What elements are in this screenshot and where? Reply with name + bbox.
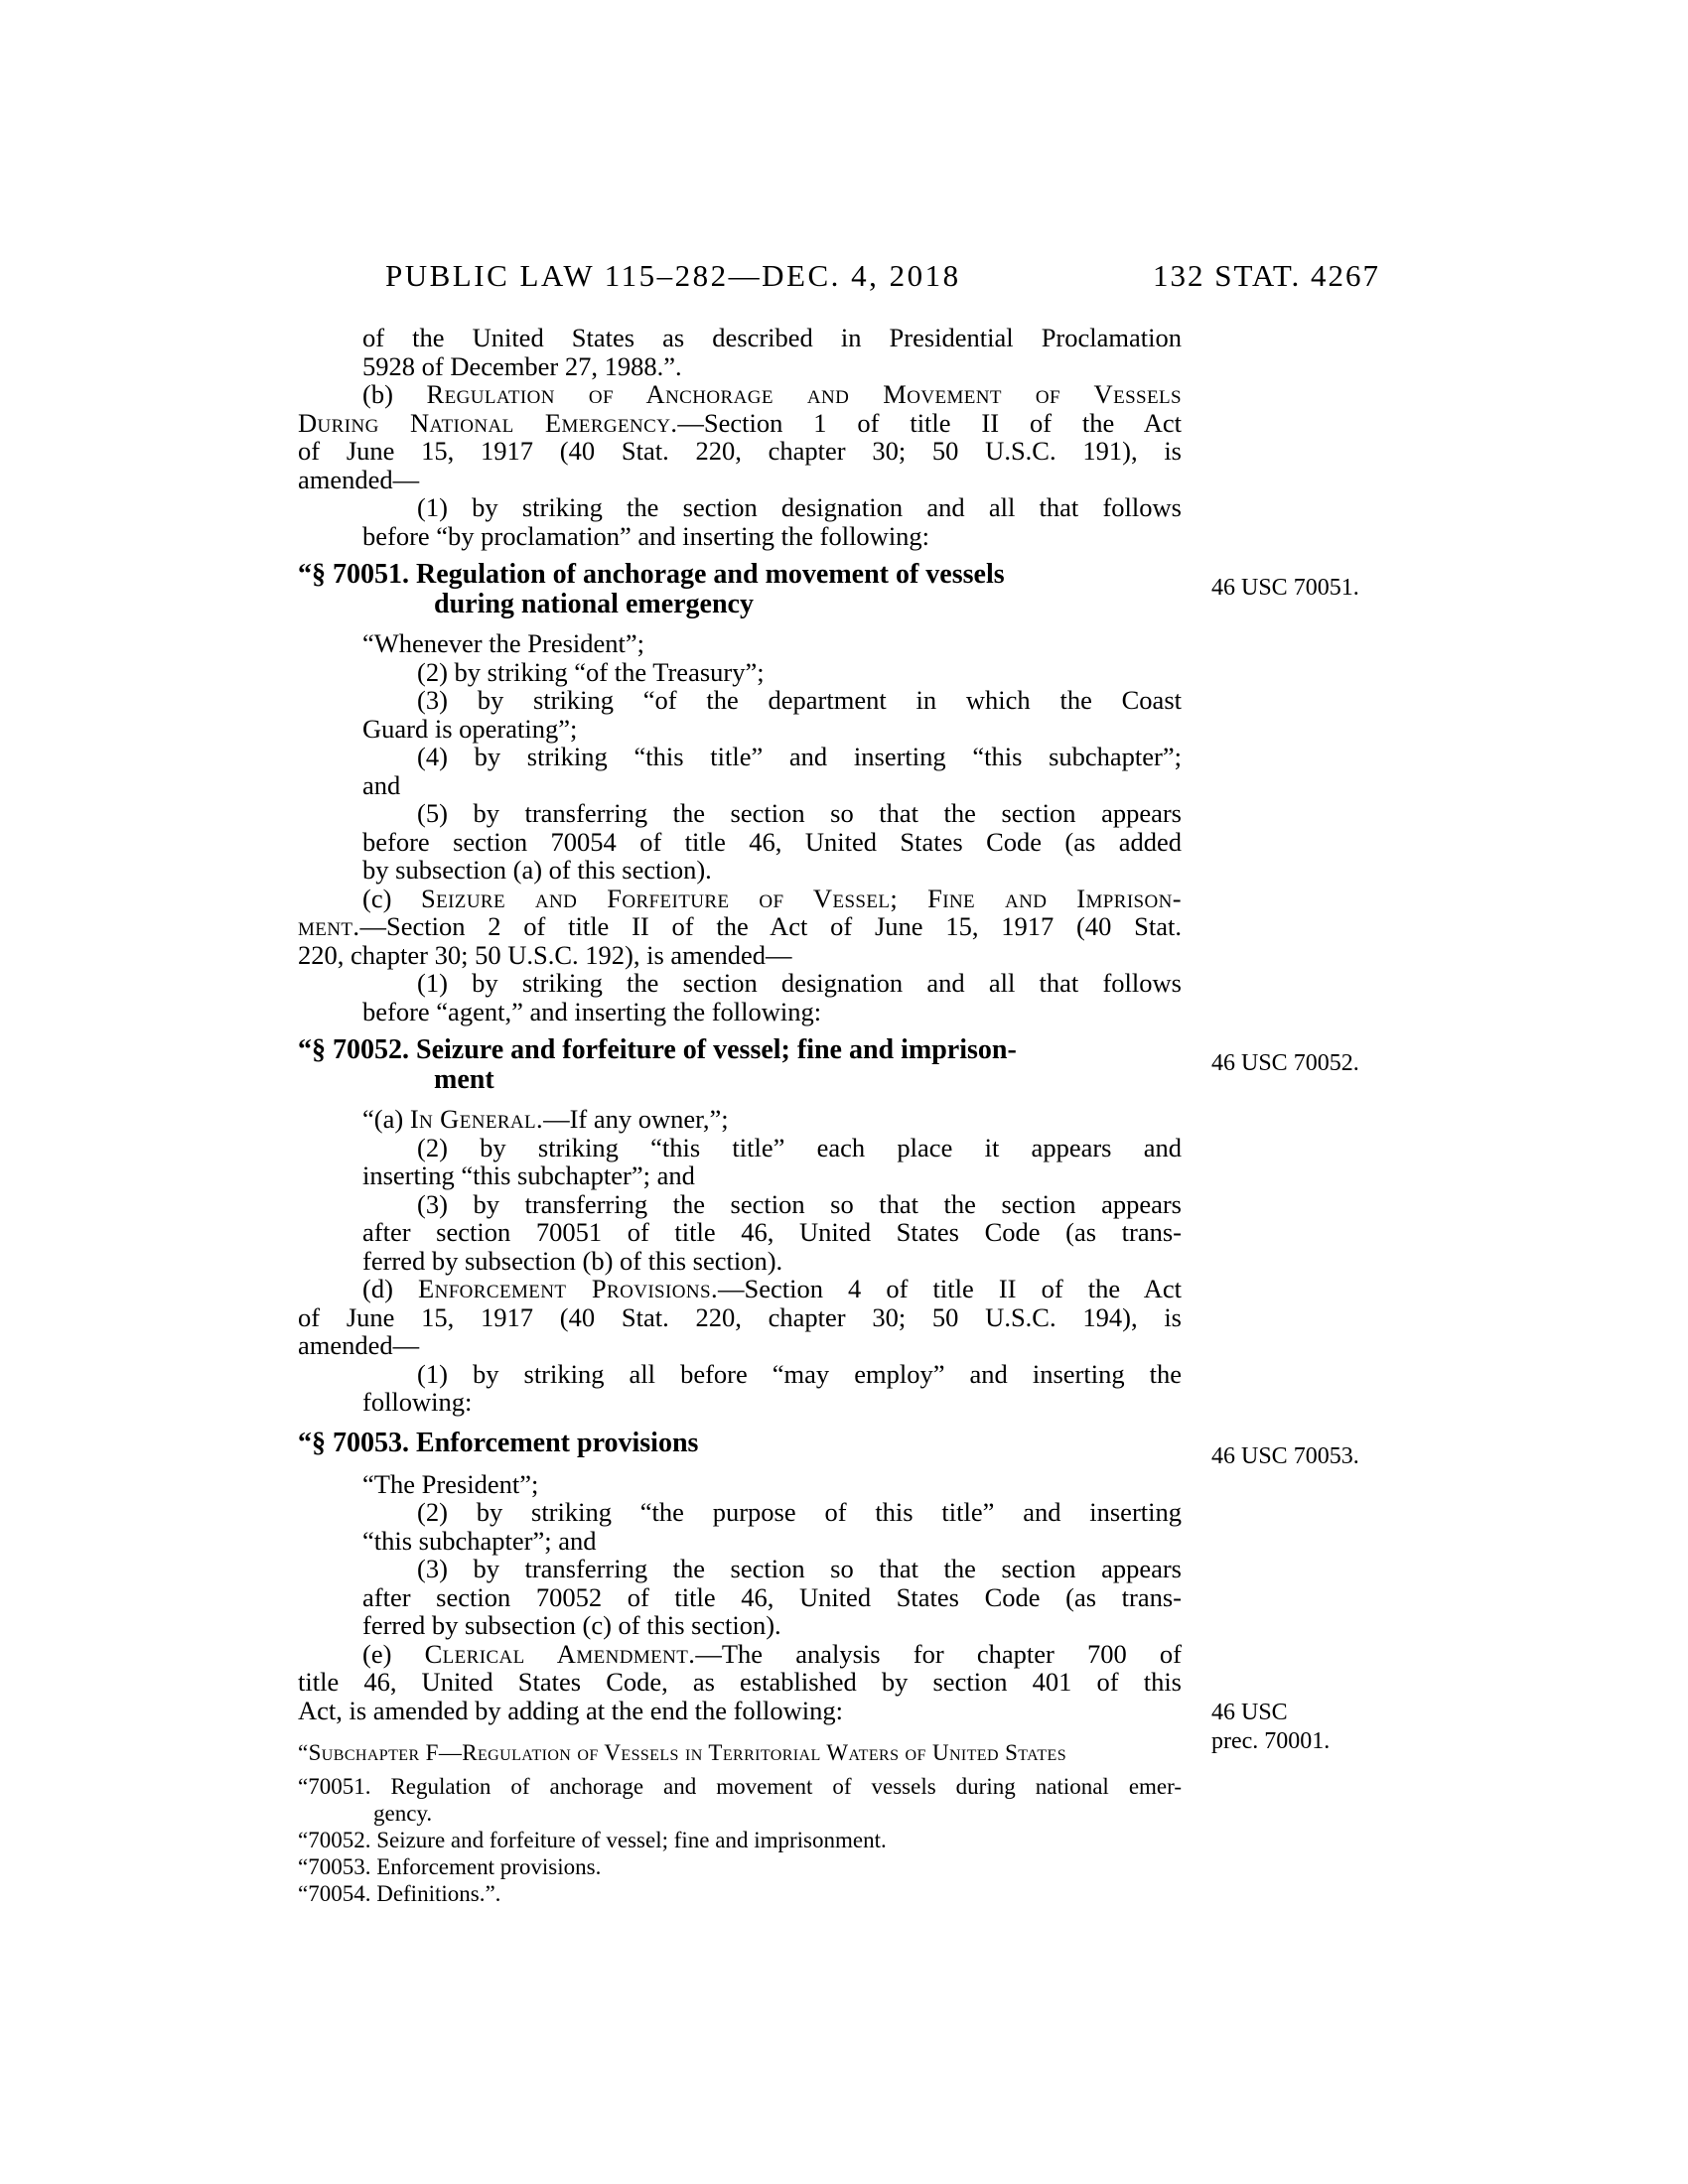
body-text-line [298, 912, 1182, 941]
text-segment: “this subchapter”; and [362, 1525, 597, 1556]
body-text-line [298, 466, 1182, 494]
margin-note-line: 46 USC [1211, 1699, 1288, 1725]
body-text-line [298, 1331, 1182, 1360]
text-segment: (e) [362, 1638, 425, 1669]
body-text-line [362, 1247, 1182, 1276]
analysis-entry-line [298, 1880, 1182, 1907]
text-segment: “The President”; [362, 1468, 539, 1499]
text-segment: of the United States as described in Presidential Proclamation [362, 323, 1182, 352]
body-text-line [362, 1640, 1182, 1669]
body-text-line [417, 686, 1182, 715]
body-text-line [362, 380, 1182, 409]
analysis-entry-line [298, 1773, 1182, 1800]
section-heading-line [298, 1034, 1359, 1076]
running-head-stat-number: 132 STAT. 4267 [1152, 258, 1380, 293]
section-heading-line [298, 1427, 1359, 1469]
body-text-line [298, 1668, 1182, 1697]
text-segment: (2) by striking “the purpose of this title” and inserting [417, 1497, 1182, 1527]
text-segment: “§ 70052. Seizure and forfeiture of vessel; fine and imprison- [298, 1034, 1017, 1065]
body-text-line [298, 941, 1182, 970]
body-text-line [362, 885, 1182, 913]
small-caps-text-segment: In General. [409, 1104, 544, 1134]
text-segment: before section 70054 of title 46, United States Code (as added [362, 826, 1182, 857]
text-segment: (3) by striking “of the department in which the Coast [417, 685, 1182, 715]
small-caps-text-segment: ment. [298, 911, 360, 941]
text-segment: and [362, 769, 401, 800]
text-segment: 5928 of December 27, 1988.”. [362, 350, 682, 381]
body-text-line [362, 1105, 1182, 1134]
text-segment: (b) [362, 379, 427, 409]
body-text-line [362, 522, 1182, 551]
small-caps-text-segment: Seizure and Forfeiture of Vessel; Fine and Imprison- [420, 883, 1182, 913]
text-segment: 220, chapter 30; 50 U.S.C. 192), is amended— [298, 939, 792, 970]
text-segment: following: [362, 1387, 473, 1417]
text-segment: —Section 2 of title II of the Act of June 15, 1917 (40 Stat. [359, 911, 1182, 941]
text-segment: amended— [298, 1330, 420, 1360]
document-body [298, 323, 1359, 1907]
text-segment: ment [434, 1064, 494, 1095]
text-segment: (2) by striking “of the Treasury”; [417, 656, 765, 687]
text-segment: —The analysis for chapter 700 of [695, 1638, 1182, 1669]
body-text-line [417, 1360, 1182, 1389]
text-segment: “70051. Regulation of anchorage and movement of vessels during national emer- [298, 1774, 1182, 1799]
body-text-line [417, 1190, 1182, 1219]
body-text-line [362, 1611, 1182, 1640]
body-text-line [362, 1527, 1182, 1556]
body-text-line [417, 1498, 1182, 1527]
text-segment: “§ 70053. Enforcement provisions [298, 1427, 699, 1458]
small-caps-text-segment: Regulation of Anchorage and Movement of Vessels [426, 379, 1182, 409]
body-text-line [362, 771, 1182, 800]
text-segment: (2) by striking “this title” each place it appears and [417, 1132, 1182, 1162]
small-caps-text-segment: Clerical Amendment. [424, 1638, 696, 1669]
body-text-line [298, 1303, 1182, 1332]
text-segment: “(a) [362, 1104, 410, 1134]
text-segment: during national emergency [434, 589, 754, 619]
body-text-line [362, 1388, 1182, 1417]
margin-note [1211, 1442, 1420, 1471]
body-text-line [362, 1470, 1182, 1499]
running-head-law-title: PUBLIC LAW 115–282—DEC. 4, 2018 [385, 258, 961, 293]
body-text-line [298, 409, 1182, 438]
body-text-line [417, 658, 1182, 687]
body-text-line [417, 493, 1182, 522]
text-segment: (c) [362, 883, 421, 913]
margin-note-line: 46 USC 70051. [1211, 575, 1359, 601]
body-text-line [362, 1583, 1182, 1612]
text-segment: Guard is operating”; [362, 713, 578, 744]
margin-note [1211, 1699, 1420, 1756]
text-segment: “§ 70051. Regulation of anchorage and movement of vessels [298, 559, 1005, 590]
small-caps-text-segment: “Subchapter F—Regulation of Vessels in Territorial Waters of United States [298, 1740, 1066, 1765]
small-caps-text-segment: Enforcement Provisions. [418, 1274, 718, 1303]
small-caps-text-segment: During National Emergency. [298, 407, 678, 438]
text-segment: “70052. Seizure and forfeiture of vessel; fine and imprisonment. [298, 1828, 887, 1852]
text-segment: Act, is amended by adding at the end the following: [298, 1695, 844, 1725]
section-heading-line [298, 559, 1359, 601]
margin-note [1211, 1049, 1420, 1078]
text-segment: (1) by striking the section designation and all that follows [417, 968, 1182, 998]
text-segment: gency. [373, 1801, 433, 1826]
text-segment: (1) by striking all before “may employ” and inserting the [417, 1358, 1182, 1389]
text-segment: “Whenever the President”; [362, 628, 645, 658]
body-text-line [362, 828, 1182, 857]
body-text-line [417, 799, 1182, 828]
body-text-line [417, 743, 1182, 771]
text-segment: (4) by striking “this title” and inserting “this subchapter”; [417, 742, 1182, 771]
margin-note-line: 46 USC 70053. [1211, 1442, 1359, 1469]
section-heading-line [434, 1065, 1182, 1095]
body-text-line [362, 352, 1182, 381]
text-segment: ferred by subsection (b) of this section). [362, 1245, 783, 1276]
text-segment: of June 15, 1917 (40 Stat. 220, chapter 30; 50 U.S.C. 194), is [298, 1301, 1182, 1332]
text-segment: of June 15, 1917 (40 Stat. 220, chapter 30; 50 U.S.C. 191), is [298, 436, 1182, 466]
margin-note-line: 46 USC 70052. [1211, 1050, 1359, 1076]
text-segment: after section 70051 of title 46, United States Code (as trans- [362, 1217, 1182, 1247]
text-segment: “70053. Enforcement provisions. [298, 1854, 602, 1879]
body-text-line [417, 969, 1182, 998]
text-segment: “70054. Definitions.”. [298, 1881, 501, 1906]
text-segment: (d) [362, 1274, 418, 1303]
section-heading-line [434, 590, 1182, 619]
body-text-line [362, 629, 1182, 658]
margin-note-line: prec. 70001. [1211, 1727, 1331, 1754]
text-segment: (5) by transferring the section so that the section appears [417, 798, 1182, 828]
text-segment: —Section 4 of title II of the Act [717, 1274, 1183, 1303]
text-segment: ferred by subsection (c) of this section). [362, 1610, 781, 1640]
text-segment: by subsection (a) of this section). [362, 855, 712, 885]
text-segment: after section 70052 of title 46, United States Code (as trans- [362, 1581, 1182, 1612]
text-segment: (1) by striking the section designation and all that follows [417, 492, 1182, 522]
body-text-line [362, 998, 1182, 1026]
text-segment: inserting “this subchapter”; and [362, 1160, 695, 1190]
text-segment: before “by proclamation” and inserting the following: [362, 520, 930, 551]
body-text-line [417, 1134, 1182, 1162]
text-segment: (3) by transferring the section so that the section appears [417, 1188, 1182, 1219]
body-text-line [362, 1161, 1182, 1190]
body-text-line [362, 856, 1182, 885]
body-text-line [417, 1555, 1182, 1583]
text-segment: (3) by transferring the section so that the section appears [417, 1554, 1182, 1583]
body-text-line [362, 324, 1182, 352]
text-segment: —Section 1 of title II of the Act [677, 407, 1182, 438]
text-segment: amended— [298, 464, 420, 494]
body-text-line [298, 437, 1182, 466]
body-text-line [362, 715, 1182, 744]
analysis-entry-line [298, 1853, 1182, 1880]
body-text-line [362, 1275, 1182, 1303]
body-text-line [362, 1218, 1182, 1247]
subchapter-heading-line [298, 1740, 1182, 1766]
text-segment: before “agent,” and inserting the following: [362, 996, 822, 1026]
analysis-entry-line [373, 1800, 1182, 1827]
analysis-entry-line [298, 1827, 1182, 1853]
text-segment: —If any owner,”; [543, 1104, 729, 1134]
text-segment: title 46, United States Code, as established by section 401 of this [298, 1667, 1182, 1697]
margin-note [1211, 574, 1420, 603]
